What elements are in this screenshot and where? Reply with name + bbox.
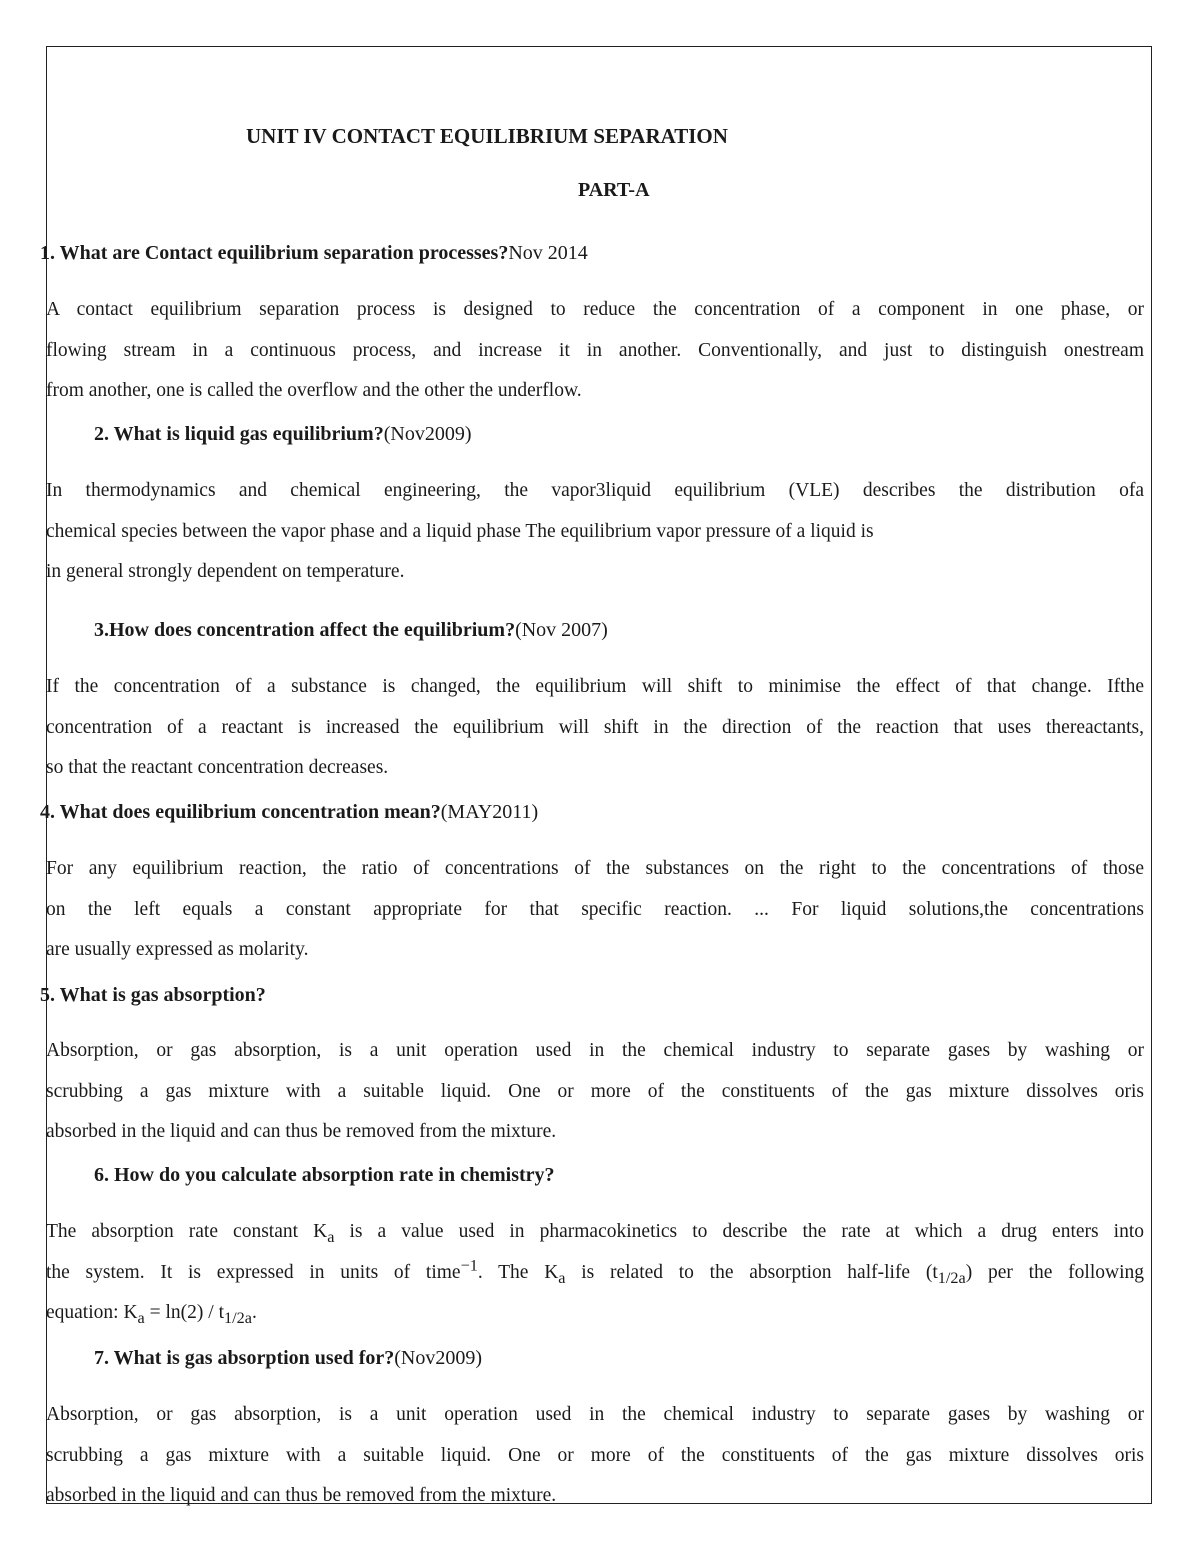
subscript: a [137, 1308, 145, 1327]
question-number: 5. [40, 984, 55, 1006]
answer-line [46, 1293, 1144, 1334]
question-note: (Nov2009) [383, 423, 472, 445]
question-3 [94, 619, 608, 642]
part-heading: PART-A [578, 179, 650, 201]
text-run: the system. It is expressed in units of time [46, 1261, 461, 1283]
question-6 [94, 1164, 555, 1187]
answer-line: chemical species between the vapor phase and a liquid phase The equilibrium vapor pressure of a liquid is [46, 520, 874, 542]
text-run: . The K [477, 1261, 559, 1283]
text-run: is related to the absorption half-life (t [565, 1261, 938, 1283]
answer-line: absorbed in the liquid and can thus be removed from the mixture. [46, 1485, 557, 1506]
question-5 [40, 984, 266, 1007]
text-run: is a value used in pharmacokinetics to describe the rate at which a drug enters into [334, 1221, 1144, 1242]
question-2 [94, 423, 471, 446]
question-note: (Nov 2007) [515, 619, 608, 641]
question-note: Nov 2014 [508, 242, 588, 264]
question-text: What does equilibrium concentration mean? [55, 801, 441, 823]
answer-line: scrubbing a gas mixture with a suitable liquid. One or more of the constituents of the gas mixture dissolves oris [46, 1444, 1144, 1466]
question-text: What is gas absorption used for? [109, 1347, 395, 1369]
answer-line: concentration of a reactant is increased the equilibrium will shift in the direction of the reaction that uses thereactants, [46, 716, 1144, 738]
answer-line: are usually expressed as molarity. [46, 939, 309, 960]
question-number: 7. [94, 1347, 109, 1369]
answer-line: A contact equilibrium separation process is designed to reduce the concentration of a component in one phase, or [46, 299, 1144, 320]
question-7 [94, 1347, 482, 1370]
text-run: . [251, 1302, 257, 1323]
question-text: How do you calculate absorption rate in chemistry? [109, 1164, 555, 1186]
text-run: = ln(2) / t [144, 1302, 224, 1323]
answer-line: from another, one is called the overflow and the other the underflow. [46, 380, 582, 401]
answer-2 [46, 471, 1144, 593]
text-run: ) per the following [965, 1261, 1144, 1283]
subscript: 1/2a [937, 1268, 966, 1287]
question-4 [40, 801, 538, 824]
subscript: a [558, 1268, 566, 1287]
question-number: 3. [94, 619, 109, 641]
unit-title: UNIT IV CONTACT EQUILIBRIUM SEPARATION [246, 124, 728, 148]
subscript: 1/2a [224, 1308, 252, 1327]
subscript: a [327, 1227, 335, 1246]
answer-line: in general strongly dependent on temperature. [46, 561, 405, 582]
answer-line: Absorption, or gas absorption, is a unit operation used in the chemical industry to separate gases by washing or [46, 1040, 1144, 1061]
answer-3 [46, 667, 1144, 789]
question-number: 6. [94, 1164, 109, 1186]
text-run: The absorption rate constant K [46, 1221, 328, 1242]
answer-6 [46, 1212, 1144, 1334]
superscript: −1 [460, 1256, 478, 1274]
answer-1 [46, 290, 1144, 412]
question-text: How does concentration affect the equilibrium? [109, 619, 516, 641]
answer-line: flowing stream in a continuous process, and increase it in another. Conventionally, and just to distinguish onestream [46, 339, 1144, 361]
answer-line: scrubbing a gas mixture with a suitable liquid. One or more of the constituents of the gas mixture dissolves oris [46, 1080, 1144, 1102]
answer-line: on the left equals a constant appropriate for that specific reaction. ... For liquid solutions,the concentrations [46, 898, 1144, 920]
answer-line: In thermodynamics and chemical engineering, the vapor3liquid equilibrium (VLE) describes the distribution ofa [46, 480, 1144, 501]
question-number: 2. [94, 423, 109, 445]
question-1 [40, 242, 588, 265]
answer-line: If the concentration of a substance is changed, the equilibrium will shift to minimise the effect of that change. Ifthe [46, 676, 1144, 697]
answer-4 [46, 849, 1144, 971]
answer-line: so that the reactant concentration decreases. [46, 757, 389, 778]
answer-line [46, 1253, 1144, 1294]
answer-line: Absorption, or gas absorption, is a unit operation used in the chemical industry to separate gases by washing or [46, 1404, 1144, 1425]
question-text: What are Contact equilibrium separation processes? [55, 242, 509, 264]
answer-line [46, 1212, 1144, 1253]
question-note: (Nov2009) [394, 1347, 482, 1369]
question-note: (MAY2011) [440, 801, 539, 823]
answer-line: absorbed in the liquid and can thus be removed from the mixture. [46, 1121, 557, 1142]
answer-7 [46, 1395, 1144, 1517]
text-run: equation: K [46, 1302, 138, 1323]
answer-line: For any equilibrium reaction, the ratio of concentrations of the substances on the right to the concentrations of those [46, 858, 1144, 879]
answer-5 [46, 1031, 1144, 1153]
question-text: What is gas absorption? [55, 984, 266, 1006]
question-number: 1. [40, 242, 55, 264]
question-number: 4. [40, 801, 55, 823]
question-text: What is liquid gas equilibrium? [109, 423, 384, 445]
